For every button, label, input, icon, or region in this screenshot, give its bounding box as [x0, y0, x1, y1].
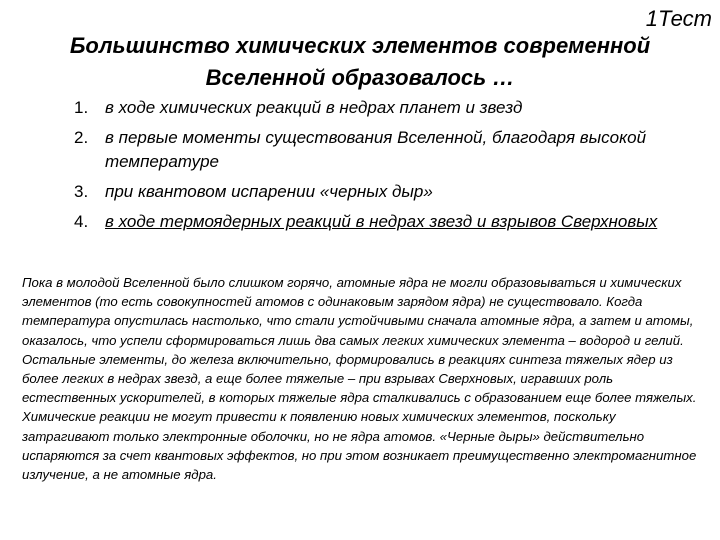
- answer-option-3[interactable]: [74, 180, 674, 204]
- option-number: 1.: [74, 98, 89, 117]
- option-number: 3.: [74, 182, 89, 201]
- answer-options: [74, 96, 674, 240]
- explanation-text: Пока в молодой Вселенной было слишком горячо, атомные ядра не могли образовываться и химических элементов (то есть совокупностей атомов с одинаковым зарядом ядра) не существовало. Когда температура опустилась настолько, что стали устойчивыми сначала атомные ядра, а затем и атомы, оказалось, что успели сформироваться лишь два самых легких химических элемента – водород и гелий. Остальные элементы, до железа включительно, формировались в реакциях синтеза тяжелых ядер из более легких в недрах звезд, а еще более тяжелые – при взрывах Сверхновых, игравших роль естественных ускорителей, в которых тяжелые ядра сталкивались с образованием еще более тяжелых. Химические реакции не могут привести к появлению новых химических элементов, поскольку затрагивают только электронные оболочки, но не ядра атомов. «Черные дыры» действительно испаряются за счет квантовых эффектов, но при этом возникает преимущественно электромагнитное излучение, а не атомные ядра.: [22, 275, 697, 483]
- option-text-correct: в ходе термоядерных реакций в недрах звезд и взрывов Сверхновых: [105, 212, 658, 231]
- option-number: 2.: [74, 128, 89, 147]
- option-text: при квантовом испарении «черных дыр»: [105, 182, 433, 201]
- option-text: в ходе химических реакций в недрах планет и звезд: [105, 98, 523, 117]
- option-text: в первые моменты существования Вселенной, благодаря высокой температуре: [105, 128, 647, 171]
- slide-number: 1Тест: [645, 6, 712, 31]
- option-number: 4.: [74, 212, 89, 231]
- question-title: Большинство химических элементов современной Вселенной образовалось …: [69, 33, 651, 90]
- answer-option-4[interactable]: [74, 210, 674, 234]
- answer-option-1[interactable]: [74, 96, 674, 120]
- answer-option-2[interactable]: [74, 126, 674, 174]
